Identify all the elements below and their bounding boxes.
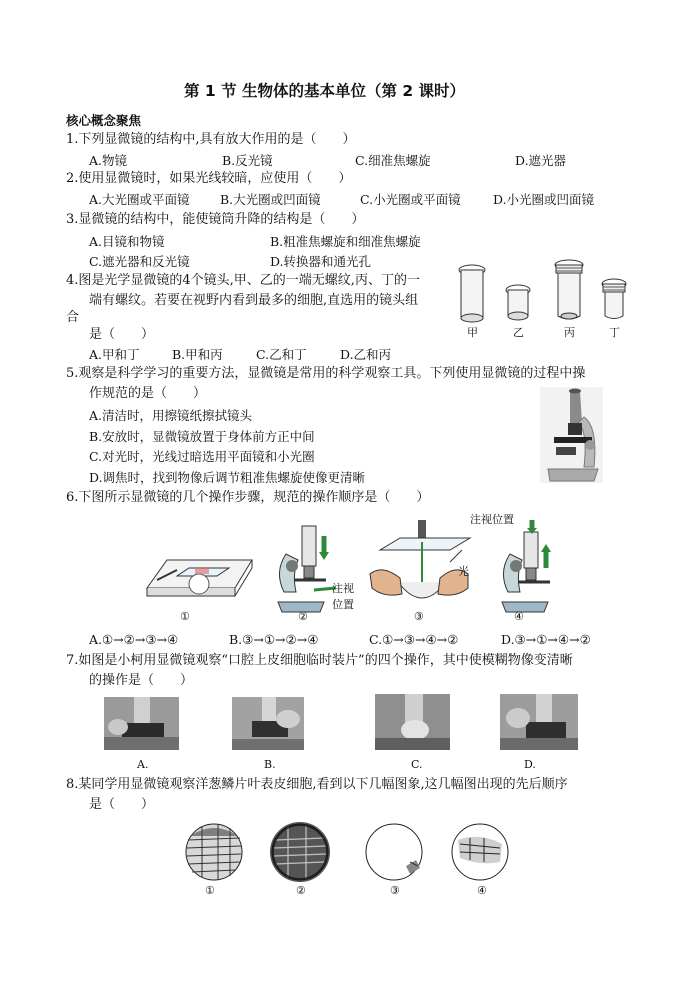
q1-option-d[interactable]: D.遮光器 [515,153,567,168]
q4-option-b[interactable]: B.甲和丙 [172,347,223,362]
lens-ding-icon [602,279,626,319]
q7-label-b[interactable]: B. [264,758,276,771]
q1-option-a[interactable]: A.物镜 [89,153,128,168]
q7-photo-a [104,697,179,750]
lens-label-ding: 丁 [609,326,620,339]
q2-stem: 2.使用显微镜时，如果光线较暗，应使用（ ） [66,171,352,186]
q4-line4: 是（ ） [89,327,155,342]
q2-option-d[interactable]: D.小光圈或凹面镜 [493,192,595,207]
q7-label-d[interactable]: D. [524,758,536,771]
q4-option-a[interactable]: A.甲和丁 [89,347,140,362]
annot-watch-1: 注视 [332,582,354,595]
annot-watch-2: 位置 [332,598,354,611]
q6-option-a[interactable]: A.①→②→③→④ [89,632,179,647]
q7-label-a[interactable]: A. [137,758,149,771]
q6-fig-4 [494,522,562,612]
q2-option-c[interactable]: C.小光圈或平面镜 [360,192,461,207]
lens-jia-icon [459,265,485,322]
q7-line2: 的操作是（ ） [89,673,194,688]
microscope-photo [540,387,603,483]
q8-circles [184,822,504,882]
q3-stem: 3.显微镜的结构中，能使镜筒升降的结构是（ ） [66,212,365,227]
q6-fig-label-2: ② [298,610,308,623]
q5-option-b[interactable]: B.安放时，显微镜放置于身体前方正中间 [89,429,315,444]
q1-option-b[interactable]: B.反光镜 [222,153,273,168]
view-circle-4 [452,824,508,880]
q1-stem: 1.下列显微镜的结构中,具有放大作用的是（ ） [66,132,356,147]
q4-line3: 合 [66,310,80,325]
q4-line2: 端有螺纹。若要在视野内看到最多的细胞,直选用的镜头组 [89,293,419,308]
q6-fig-label-4: ④ [514,610,524,623]
q5-option-c[interactable]: C.对光时，光线过暗选用平面镜和小光圈 [89,449,315,464]
q2-option-b[interactable]: B.大光圈或凹面镜 [220,192,321,207]
view-circle-3 [366,824,422,880]
q5-option-d[interactable]: D.调焦时，找到物像后调节粗准焦螺旋使像更清晰 [89,470,366,485]
lens-bing-icon [555,260,583,319]
q6-option-c[interactable]: C.①→③→④→② [369,632,459,647]
lens-label-bing: 丙 [564,326,575,339]
view-circle-2 [272,824,328,880]
q2-option-a[interactable]: A.大光圈或平面镜 [89,192,190,207]
page-title: 第 1 节 生物体的基本单位（第 2 课时） [184,82,466,100]
q6-stem: 6.下图所示显微镜的几个操作步骤，规范的操作顺序是（ ） [66,490,430,505]
q6-fig-label-1: ① [180,610,190,623]
q6-option-b[interactable]: B.③→①→②→④ [229,632,319,647]
q1-option-c[interactable]: C.细准焦螺旋 [355,153,431,168]
lens-yi-icon [506,285,530,320]
q6-fig-label-3: ③ [414,610,424,623]
annot-light: 光 [458,565,469,578]
section-heading: 核心概念聚焦 [66,113,142,128]
q3-option-a[interactable]: A.目镜和物镜 [89,234,165,249]
q5-line1: 5.观察是科学学习的重要方法，显微镜是常用的科学观察工具。下列使用显微镜的过程中操 [66,366,586,381]
q5-option-a[interactable]: A.清洁时，用擦镜纸擦拭镜头 [89,408,253,423]
q8-label-1: ① [205,884,215,897]
q3-option-d[interactable]: D.转换器和通光孔 [270,254,372,269]
q8-line2: 是（ ） [89,797,155,812]
q5-line2: 作规范的是（ ） [89,386,207,401]
q3-option-c[interactable]: C.遮光器和反光镜 [89,254,190,269]
q7-photo-d [500,694,578,750]
q7-label-c[interactable]: C. [411,758,423,771]
lens-label-yi: 乙 [513,326,524,339]
q7-photo-c [375,694,450,750]
q8-label-2: ② [296,884,306,897]
q8-line1: 8.某同学用显微镜观察洋葱鳞片叶表皮细胞,看到以下几幅图象,这几幅图出现的先后顺序 [66,777,568,792]
view-circle-1 [186,824,242,880]
annot-watch-top: 注视位置 [470,513,514,526]
q8-label-3: ③ [390,884,400,897]
q8-label-4: ④ [477,884,487,897]
lens-label-jia: 甲 [467,326,478,339]
q3-option-b[interactable]: B.粗准焦螺旋和细准焦螺旋 [270,234,421,249]
q4-option-d[interactable]: D.乙和丙 [340,347,392,362]
q7-line1: 7.如图是小柯用显微镜观察“口腔上皮细胞临时装片”的四个操作，其中使模糊物像变清晰 [66,653,573,668]
q4-line1: 4.图是光学显微镜的4个镜头,甲、乙的一端无螺纹,丙、丁的一 [66,273,420,288]
q4-option-c[interactable]: C.乙和丁 [256,347,307,362]
q6-option-d[interactable]: D.③→①→④→② [501,632,591,647]
q6-fig-1 [147,548,252,608]
q7-photo-b [232,697,304,750]
